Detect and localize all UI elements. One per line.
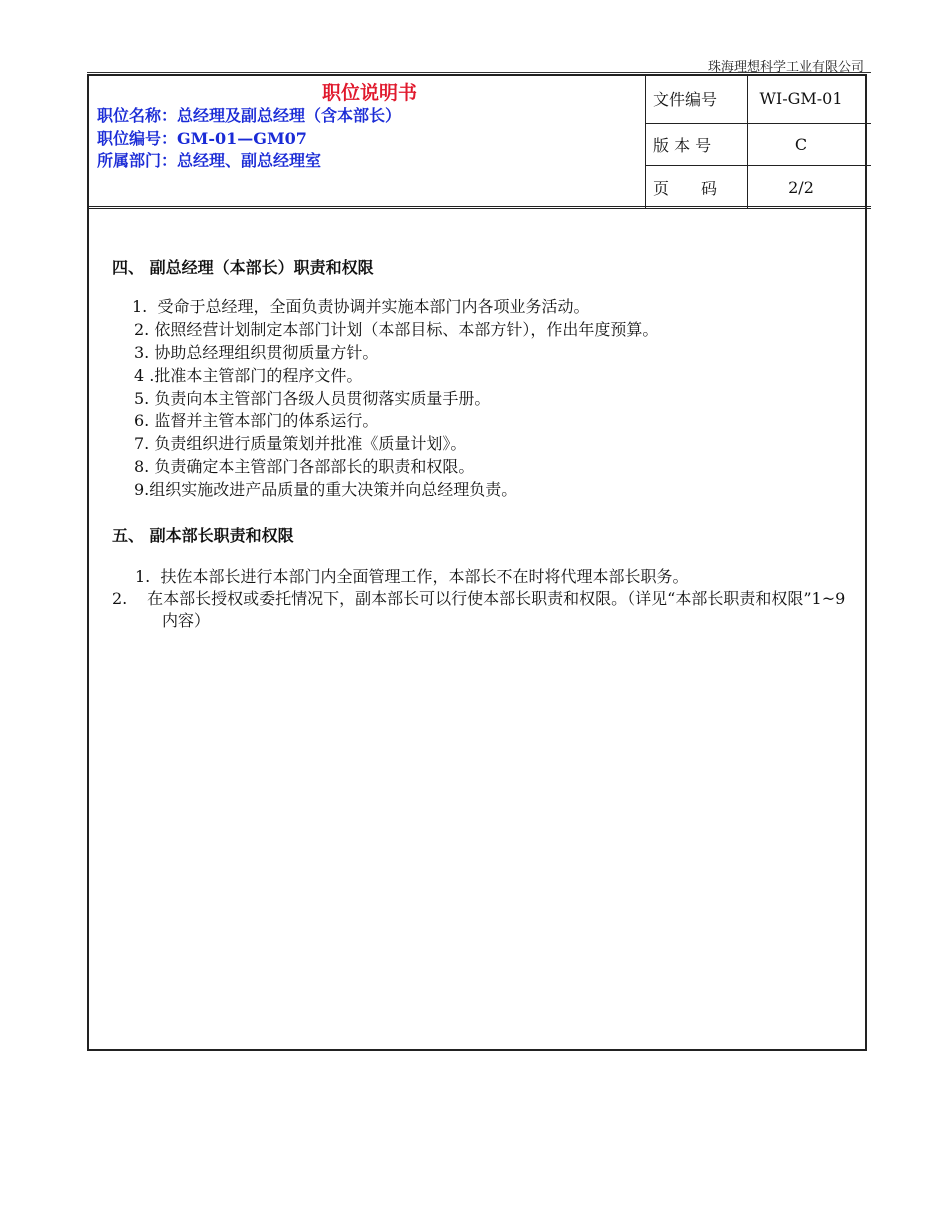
company-rule xyxy=(87,72,871,73)
list-item-number: 9. xyxy=(134,480,150,499)
doc-no-label: 文件编号 xyxy=(653,90,718,109)
list-item xyxy=(134,319,658,341)
list-item xyxy=(134,410,378,432)
list-item-text: 负责确定本主管部门各部部长的职责和权限。 xyxy=(154,457,475,476)
list-item-number: 6. xyxy=(134,411,150,430)
header-info xyxy=(97,74,642,204)
list-item-number: 8. xyxy=(134,457,150,476)
list-item-text: 监督并主管本部门的体系运行。 xyxy=(154,411,379,430)
list-item-text: 在本部长授权或委托情况下，副本部长可以行使本部长职责和权限。（详见“本部长职责和权限”1~9 内容） xyxy=(147,589,846,630)
document-frame xyxy=(87,74,867,1051)
list-item-number: 3. xyxy=(134,343,150,362)
list-item-text: 负责向本主管部门各级人员贯彻落实质量手册。 xyxy=(154,389,491,408)
list-item xyxy=(134,365,362,387)
list-item xyxy=(134,479,517,501)
list-item-text: 组织实施改进产品质量的重大决策并向总经理负责。 xyxy=(149,480,518,499)
section-heading: 四、 副总经理（本部长）职责和权限 xyxy=(112,258,374,277)
section-heading: 五、 副本部长职责和权限 xyxy=(112,526,294,545)
company-name: 珠海理想科学工业有限公司 xyxy=(707,60,864,75)
department-line xyxy=(97,148,321,171)
list-item-number: 1. xyxy=(135,567,151,586)
list-item xyxy=(134,342,378,364)
list-item-number: 7. xyxy=(134,434,150,453)
list-item xyxy=(132,296,589,318)
position-name-line xyxy=(97,103,401,126)
list-item-number: 4 . xyxy=(134,366,155,385)
department: 总经理、副总经理室 xyxy=(177,151,322,170)
header-separator xyxy=(87,206,871,209)
position-code-label: 职位编号： xyxy=(97,129,178,148)
list-item-number: 2. xyxy=(134,320,150,339)
document-header xyxy=(87,74,871,210)
position-name-label: 职位名称： xyxy=(97,106,178,125)
list-item xyxy=(134,456,474,478)
document-info-table xyxy=(645,74,869,206)
position-code-line xyxy=(97,126,307,149)
list-item-text: 负责组织进行质量策划并批准《质量计划》。 xyxy=(154,434,467,453)
page-number: 2/2 xyxy=(788,177,814,197)
doc-no: WI-GM-01 xyxy=(759,89,843,108)
document-title: 职位说明书 xyxy=(321,82,417,104)
list-item-text: 扶佐本部长进行本部门内全面管理工作，本部长不在时将代理本部长职务。 xyxy=(160,567,689,586)
list-item-text: 依照经营计划制定本部门计划（本部目标、本部方针），作出年度预算。 xyxy=(154,320,659,339)
list-item-text: 协助总经理组织贯彻质量方针。 xyxy=(154,343,379,362)
list-item: 2. 在本部长授权或委托情况下，副本部长可以行使本部长职责和权限。（详见“本部长职责和权限”1~9 内容） xyxy=(112,589,846,630)
list-item-text: 批准本主管部门的程序文件。 xyxy=(154,366,363,385)
list-item-text: 受命于总经理，全面负责协调并实施本部门内各项业务活动。 xyxy=(157,297,590,316)
position-name: 总经理及副总经理（含本部长） xyxy=(177,106,402,125)
list-item-number: 1. xyxy=(132,297,148,316)
page-label: 页 码 xyxy=(653,178,718,198)
list-item-number: 5. xyxy=(134,389,150,408)
list-item xyxy=(134,388,490,410)
position-code: GM-01—GM07 xyxy=(177,129,307,148)
version-label: 版 本 号 xyxy=(653,136,712,155)
department-label: 所属部门： xyxy=(97,151,178,170)
list-item xyxy=(134,433,466,455)
list-item xyxy=(135,566,688,588)
version: C xyxy=(794,135,808,154)
